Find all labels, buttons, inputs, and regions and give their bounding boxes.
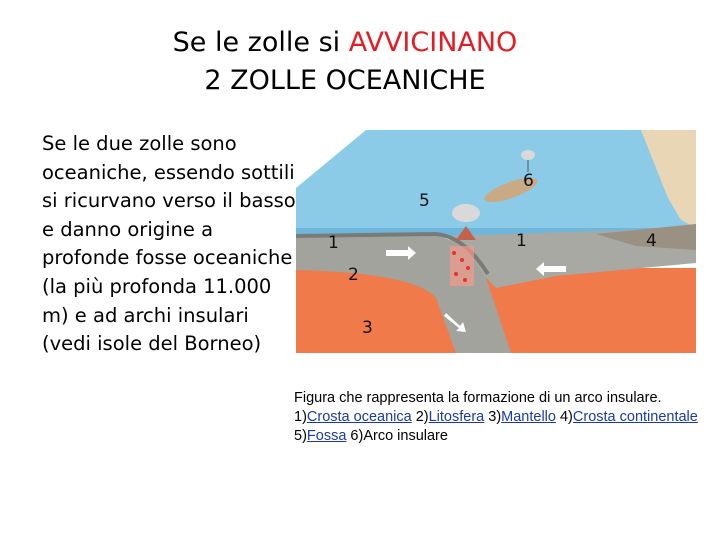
figure-caption: Figura che rappresenta la formazione di un arco insulare. 1)Crosta oceanica 2)Litosfera 3)Mantello 4)Crosta continentale 5)Fossa 6)Arco insulare [294, 390, 698, 444]
label-3: 3 [362, 318, 373, 338]
link-crosta-continentale[interactable]: Crosta continentale [572, 409, 698, 425]
title-highlight: AVVICINANO [348, 27, 518, 58]
body-text: Se le due zolle sono oceaniche, essendo sottili si ricurvano verso il basso e danno origine a profonde fosse oceaniche (la più profonda 11.000 m) e ad archi insulari (vedi isole del Borneo) [42, 132, 296, 356]
magma-plume [450, 246, 474, 286]
label-1-left: 1 [328, 233, 339, 253]
ocean-surface [296, 130, 696, 228]
title-prefix: Se le zolle si [172, 27, 349, 58]
link-mantello[interactable]: Mantello [501, 409, 556, 425]
ash-cloud [452, 204, 480, 222]
label-5: 5 [419, 191, 430, 211]
link-litosfera[interactable]: Litosfera [428, 409, 485, 425]
subduction-diagram [296, 128, 696, 382]
label-2: 2 [348, 265, 359, 285]
slide-title [0, 24, 690, 100]
label-1-right: 1 [516, 231, 527, 251]
label-4: 4 [646, 231, 657, 251]
ash-cloud-2 [521, 150, 535, 160]
title-line-1 [0, 24, 690, 62]
title-line-2: 2 ZOLLE OCEANICHE [204, 65, 486, 96]
label-6: 6 [523, 171, 534, 191]
link-fossa[interactable]: Fossa [306, 428, 347, 444]
link-crosta-oceanica[interactable]: Crosta oceanica [306, 409, 412, 425]
